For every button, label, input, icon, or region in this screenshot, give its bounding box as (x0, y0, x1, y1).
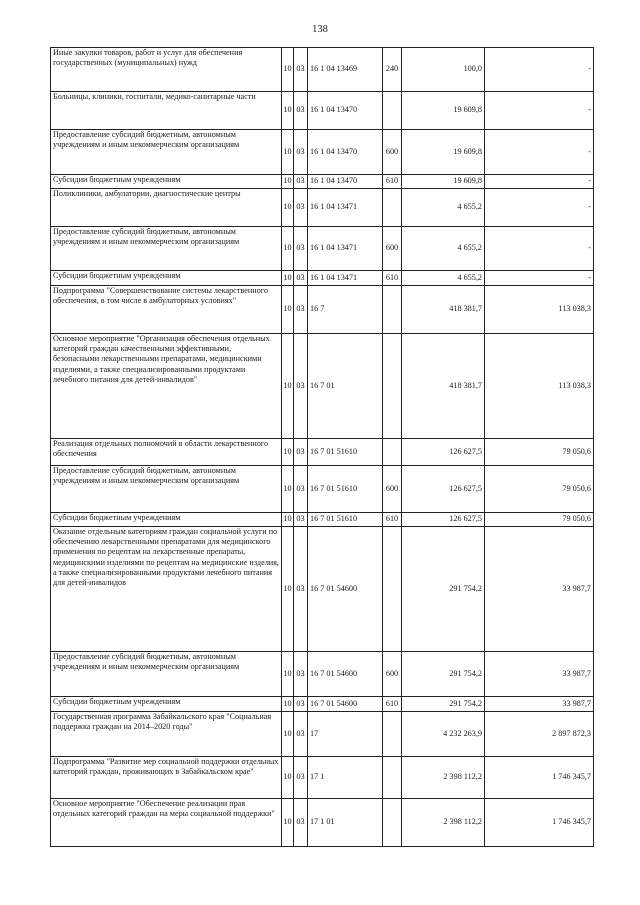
row-amount-federal: 1 746 345,7 (485, 799, 594, 847)
row-amount-federal: 1 746 345,7 (485, 757, 594, 799)
row-subsection: 03 (294, 697, 308, 712)
row-target-article: 17 1 01 (308, 799, 383, 847)
row-section: 10 (282, 799, 294, 847)
row-amount-federal: - (485, 175, 594, 189)
table-row (51, 92, 594, 130)
row-amount-federal: 113 038,3 (485, 334, 594, 439)
table-row (51, 757, 594, 799)
row-amount-total: 126 627,5 (402, 439, 485, 466)
row-amount-total: 2 398 112,2 (402, 799, 485, 847)
row-name: Подпрограмма "Развитие мер социальной поддержки отдельных категорий граждан, проживающих в Забайкальском крае" (51, 757, 282, 799)
row-name: Подпрограмма "Совершенствование системы лекарственного обеспечения, в том числе в амбулаторных условиях" (51, 286, 282, 334)
row-name: Предоставление субсидий бюджетным, автономным учреждениям и иным некоммерческим организациям (51, 130, 282, 175)
row-section: 10 (282, 175, 294, 189)
row-subsection: 03 (294, 175, 308, 189)
row-expense-type: 600 (383, 652, 402, 697)
row-expense-type: 600 (383, 227, 402, 271)
row-expense-type (383, 527, 402, 652)
row-amount-federal: 79 050,6 (485, 466, 594, 513)
row-amount-federal: 79 050,6 (485, 513, 594, 527)
row-section: 10 (282, 334, 294, 439)
row-target-article: 16 1 04 13470 (308, 130, 383, 175)
row-amount-federal: 113 038,3 (485, 286, 594, 334)
row-section: 10 (282, 712, 294, 757)
table-row (51, 189, 594, 227)
row-section: 10 (282, 92, 294, 130)
row-amount-total: 291 754,2 (402, 697, 485, 712)
row-section: 10 (282, 466, 294, 513)
row-amount-federal: - (485, 92, 594, 130)
table-row (51, 466, 594, 513)
row-subsection: 03 (294, 92, 308, 130)
row-target-article: 16 1 04 13471 (308, 271, 383, 286)
row-subsection: 03 (294, 652, 308, 697)
row-target-article: 16 1 04 13470 (308, 175, 383, 189)
row-section: 10 (282, 439, 294, 466)
row-expense-type: 610 (383, 697, 402, 712)
row-subsection: 03 (294, 271, 308, 286)
row-subsection: 03 (294, 130, 308, 175)
row-section: 10 (282, 189, 294, 227)
row-amount-federal: - (485, 227, 594, 271)
row-section: 10 (282, 130, 294, 175)
row-name: Реализация отдельных полномочий в области лекарственного обеспечения (51, 439, 282, 466)
row-section: 10 (282, 513, 294, 527)
row-expense-type (383, 286, 402, 334)
row-target-article: 16 1 04 13471 (308, 189, 383, 227)
row-section: 10 (282, 757, 294, 799)
row-amount-total: 126 627,5 (402, 513, 485, 527)
row-amount-federal: 33 987,7 (485, 697, 594, 712)
row-amount-total: 100,0 (402, 48, 485, 92)
table-row (51, 227, 594, 271)
row-expense-type (383, 92, 402, 130)
row-name: Предоставление субсидий бюджетным, автономным учреждениям и иным некоммерческим организациям (51, 227, 282, 271)
row-subsection: 03 (294, 286, 308, 334)
row-expense-type (383, 189, 402, 227)
row-amount-total: 4 655,2 (402, 271, 485, 286)
row-target-article: 16 1 04 13469 (308, 48, 383, 92)
row-target-article: 16 7 01 54600 (308, 652, 383, 697)
row-amount-total: 19 609,8 (402, 175, 485, 189)
row-section: 10 (282, 227, 294, 271)
row-section: 10 (282, 652, 294, 697)
row-section: 10 (282, 48, 294, 92)
row-amount-total: 2 398 112,2 (402, 757, 485, 799)
row-subsection: 03 (294, 227, 308, 271)
row-name: Иные закупки товаров, работ и услуг для обеспечения государственных (муниципальных) нужд (51, 48, 282, 92)
row-name: Больницы, клиники, госпитали, медико-санитарные части (51, 92, 282, 130)
row-name: Основное мероприятие "Организация обеспечения отдельных категорий граждан качественными эффективными, безопасными лекарственными препаратами, медицинскими изделиями, а также специализированными продуктами лечебного питания для детей-инвалидов" (51, 334, 282, 439)
row-target-article: 16 7 01 51610 (308, 439, 383, 466)
row-amount-federal: 33 987,7 (485, 652, 594, 697)
row-amount-federal: - (485, 189, 594, 227)
row-amount-federal: - (485, 130, 594, 175)
row-target-article: 16 7 01 (308, 334, 383, 439)
row-name: Предоставление субсидий бюджетным, автономным учреждениям и иным некоммерческим организациям (51, 466, 282, 513)
row-amount-total: 126 627,5 (402, 466, 485, 513)
row-name: Субсидии бюджетным учреждениям (51, 513, 282, 527)
row-expense-type: 600 (383, 130, 402, 175)
row-subsection: 03 (294, 513, 308, 527)
row-subsection: 03 (294, 712, 308, 757)
table-row (51, 286, 594, 334)
row-amount-total: 4 655,2 (402, 189, 485, 227)
row-target-article: 16 7 (308, 286, 383, 334)
row-expense-type (383, 334, 402, 439)
row-name: Поликлиники, амбулатории, диагностические центры (51, 189, 282, 227)
row-expense-type (383, 757, 402, 799)
row-section: 10 (282, 697, 294, 712)
row-amount-total: 418 381,7 (402, 334, 485, 439)
row-name: Государственная программа Забайкальского края "Социальная поддержка граждан на 2014–2020 годы" (51, 712, 282, 757)
row-target-article: 17 1 (308, 757, 383, 799)
row-subsection: 03 (294, 466, 308, 513)
table-row (51, 334, 594, 439)
row-expense-type (383, 439, 402, 466)
row-expense-type: 610 (383, 271, 402, 286)
row-amount-federal: 33 987,7 (485, 527, 594, 652)
table-row (51, 799, 594, 847)
row-name: Субсидии бюджетным учреждениям (51, 697, 282, 712)
row-subsection: 03 (294, 527, 308, 652)
row-target-article: 16 1 04 13471 (308, 227, 383, 271)
row-amount-total: 291 754,2 (402, 652, 485, 697)
row-target-article: 16 7 01 54600 (308, 697, 383, 712)
row-target-article: 16 7 01 51610 (308, 466, 383, 513)
table-row (51, 652, 594, 697)
row-target-article: 17 (308, 712, 383, 757)
row-name: Предоставление субсидий бюджетным, автономным учреждениям и иным некоммерческим организациям (51, 652, 282, 697)
table-row (51, 439, 594, 466)
row-subsection: 03 (294, 799, 308, 847)
row-section: 10 (282, 286, 294, 334)
row-amount-total: 19 609,8 (402, 130, 485, 175)
row-subsection: 03 (294, 334, 308, 439)
row-name: Субсидии бюджетным учреждениям (51, 175, 282, 189)
row-expense-type: 600 (383, 466, 402, 513)
row-amount-federal: 2 897 872,3 (485, 712, 594, 757)
row-amount-federal: - (485, 271, 594, 286)
row-section: 10 (282, 271, 294, 286)
row-expense-type: 610 (383, 513, 402, 527)
table-row (51, 513, 594, 527)
table-row (51, 697, 594, 712)
row-target-article: 16 1 04 13470 (308, 92, 383, 130)
row-amount-total: 4 232 263,9 (402, 712, 485, 757)
row-name: Оказание отдельным категориям граждан социальной услуги по обеспечению лекарственными препаратами для медицинского применения по рецептам на лекарственные препараты, медицинскими изделиями по рецептам на медицинские изделия, а также специализированными продуктами лечебного питания для детей-инвалидов (51, 527, 282, 652)
row-amount-total: 418 381,7 (402, 286, 485, 334)
row-expense-type: 610 (383, 175, 402, 189)
row-name: Субсидии бюджетным учреждениям (51, 271, 282, 286)
page-number: 138 (312, 24, 328, 35)
table-row (51, 271, 594, 286)
row-expense-type (383, 799, 402, 847)
row-name: Основное мероприятие "Обеспечение реализации прав отдельных категорий граждан на меры социальной поддержки" (51, 799, 282, 847)
row-subsection: 03 (294, 189, 308, 227)
table-row (51, 712, 594, 757)
row-amount-total: 4 655,2 (402, 227, 485, 271)
row-subsection: 03 (294, 48, 308, 92)
row-expense-type: 240 (383, 48, 402, 92)
row-target-article: 16 7 01 54600 (308, 527, 383, 652)
table-row (51, 527, 594, 652)
row-amount-federal: 79 050,6 (485, 439, 594, 466)
row-subsection: 03 (294, 757, 308, 799)
row-target-article: 16 7 01 51610 (308, 513, 383, 527)
table-row (51, 130, 594, 175)
row-expense-type (383, 712, 402, 757)
row-section: 10 (282, 527, 294, 652)
row-amount-federal: - (485, 48, 594, 92)
table-row (51, 48, 594, 92)
table-row (51, 175, 594, 189)
row-amount-total: 19 609,8 (402, 92, 485, 130)
budget-table (50, 47, 594, 847)
row-amount-total: 291 754,2 (402, 527, 485, 652)
row-subsection: 03 (294, 439, 308, 466)
